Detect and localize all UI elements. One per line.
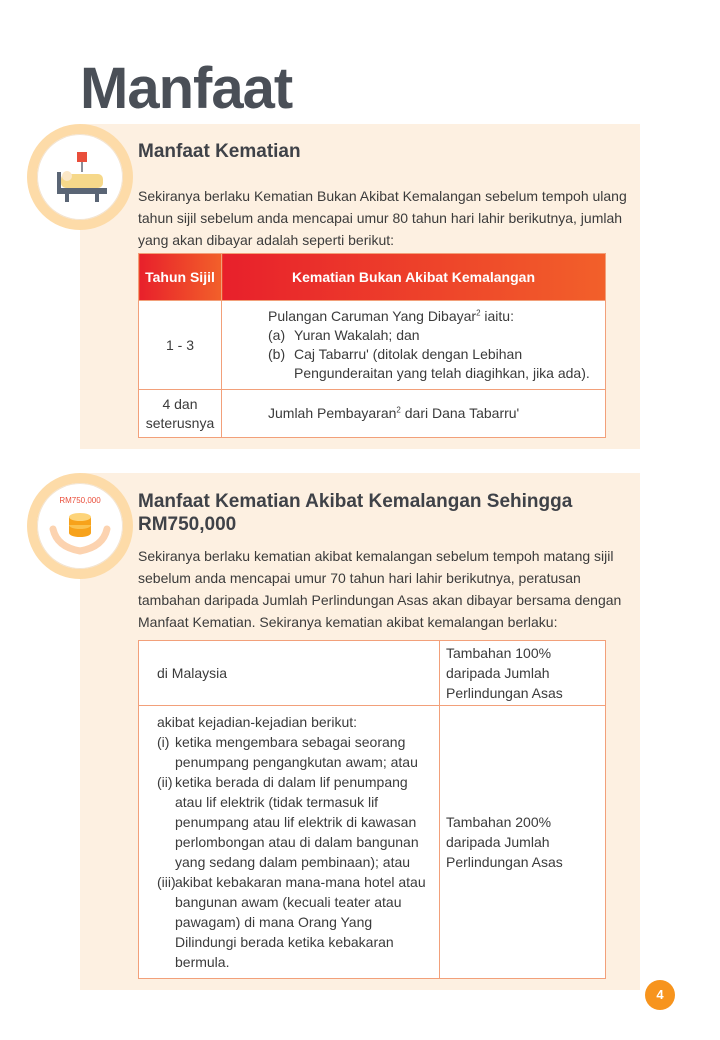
section-intro: Sekiranya berlaku kematian akibat kemalangan sebelum tempoh matang sijil sebelum anda mencapai umur 70 tahun hari lahir berikutnya, peratusan tambahan daripada Jumlah Perlindungan Asas akan dibayar bersama dengan Manfaat Kematian. Sekiranya kematian akibat kemalangan berlaku: bbox=[138, 548, 622, 630]
icon-ring bbox=[27, 124, 133, 230]
table-row bbox=[139, 390, 606, 438]
column-header-year: Tahun Sijil bbox=[139, 254, 222, 301]
list-item: Caj Tabarru' (ditolak dengan Lebihan Pengunderaitan yang telah diagihkan, jika ada). bbox=[294, 346, 590, 381]
section-intro: Sekiranya berlaku Kematian Bukan Akibat Kemalangan sebelum tempoh ulang tahun sijil sebelum anda mencapai umur 80 tahun hari lahir berikutnya, jumlah yang akan dibayar adalah seperti berikut: bbox=[138, 188, 627, 248]
section-title-death-benefit: Manfaat Kematian bbox=[138, 141, 301, 162]
benefit-cell bbox=[222, 390, 606, 438]
benefit-cell: Tambahan 100% daripada Jumlah Perlindungan Asas bbox=[440, 641, 606, 706]
list-label: (ii) bbox=[157, 774, 173, 790]
list-item: ketika mengembara sebagai seorang penumpang pengangkutan awam; atau bbox=[175, 734, 418, 770]
year-cell: 1 - 3 bbox=[139, 301, 222, 390]
condition-lead: akibat kejadian-kejadian berikut: bbox=[157, 714, 358, 730]
hospital-bed-icon bbox=[37, 134, 123, 220]
benefit-text-end: dari Dana Tabarru' bbox=[400, 405, 520, 421]
benefit-text-end: iaitu: bbox=[480, 308, 514, 324]
benefit-cell bbox=[222, 301, 606, 390]
icon-ring bbox=[27, 473, 133, 579]
death-benefit-table bbox=[138, 253, 606, 438]
list-item: akibat kebakaran mana-mana hotel atau bangunan awam (kecuali teater atau pawagam) di mana Orang Yang Dilindungi berada ketika kebakaran bermula. bbox=[175, 874, 426, 970]
list-item: ketika berada di dalam lif penumpang atau lif elektrik (tidak termasuk lif penumpang atau lif elektrik di kawasan perlombongan atau di dalam bangunan yang sedang dalam pembinaan); atau bbox=[175, 774, 419, 870]
table-row bbox=[139, 641, 606, 706]
condition-cell bbox=[139, 706, 440, 979]
coins-in-hands-icon bbox=[37, 483, 123, 569]
accidental-death-table bbox=[138, 640, 606, 979]
table-row bbox=[139, 301, 606, 390]
benefit-text: Pulangan Caruman Yang Dibayar bbox=[268, 308, 477, 324]
list-item: Yuran Wakalah; dan bbox=[294, 327, 420, 343]
table-row bbox=[139, 706, 606, 979]
column-header-benefit: Kematian Bukan Akibat Kemalangan bbox=[222, 254, 606, 301]
coin-amount-label: RM750,000 bbox=[59, 496, 101, 505]
section-title-accidental-death: Manfaat Kematian Akibat Kemalangan Sehingga RM750,000 bbox=[138, 491, 573, 535]
page-title: Manfaat bbox=[80, 56, 293, 121]
year-cell: 4 dan seterusnya bbox=[139, 390, 222, 438]
benefit-cell: Tambahan 200% daripada Jumlah Perlindungan Asas bbox=[440, 706, 606, 979]
page-number-badge: 4 bbox=[645, 980, 675, 1010]
list-label: (a) bbox=[268, 327, 286, 343]
benefit-text: Jumlah Pembayaran bbox=[268, 405, 397, 421]
list-label: (iii) bbox=[157, 874, 176, 890]
footnote-marker: 2 bbox=[476, 308, 481, 318]
list-label: (b) bbox=[268, 346, 286, 362]
list-label: (i) bbox=[157, 734, 170, 750]
condition-cell: di Malaysia bbox=[139, 641, 440, 706]
footnote-marker: 2 bbox=[396, 405, 401, 415]
